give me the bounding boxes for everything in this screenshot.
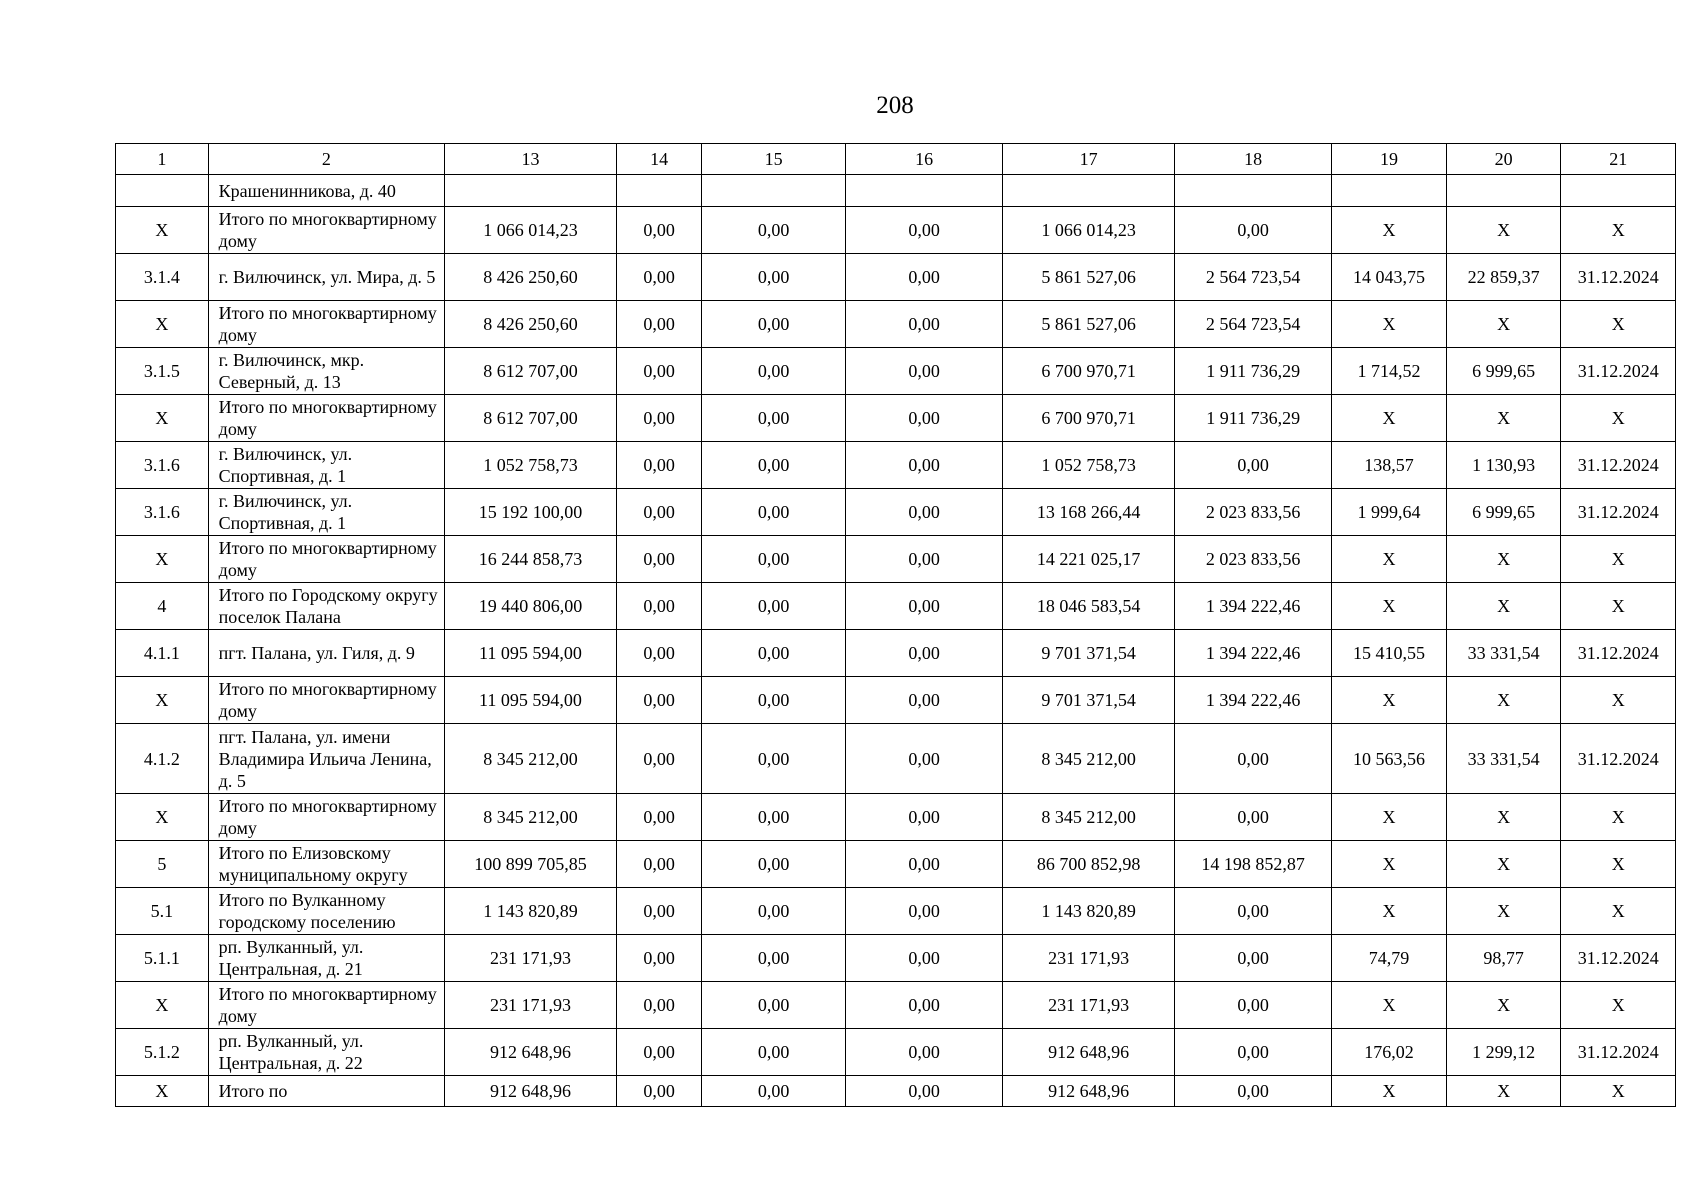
table-row — [116, 677, 1676, 724]
value-cell: 0,00 — [702, 583, 846, 630]
value-cell: 31.12.2024 — [1561, 489, 1676, 536]
value-cell: 6 700 970,71 — [1003, 395, 1175, 442]
value-cell: 31.12.2024 — [1561, 254, 1676, 301]
value-cell — [1446, 175, 1561, 207]
value-cell: 0,00 — [702, 1029, 846, 1076]
value-cell: Х — [1561, 301, 1676, 348]
row-number-cell: 3.1.5 — [116, 348, 209, 395]
table-row — [116, 1029, 1676, 1076]
table-row — [116, 175, 1676, 207]
row-number-cell: Х — [116, 794, 209, 841]
value-cell: 11 095 594,00 — [445, 677, 617, 724]
value-cell: Х — [1446, 1076, 1561, 1107]
value-cell: 0,00 — [616, 442, 701, 489]
value-cell: 0,00 — [702, 1076, 846, 1107]
value-cell: 33 331,54 — [1446, 724, 1561, 794]
value-cell: 0,00 — [1175, 982, 1332, 1029]
address-cell: Итого по многоквартирному дому — [208, 794, 444, 841]
address-cell: Итого по многоквартирному дому — [208, 982, 444, 1029]
value-cell: 0,00 — [845, 677, 1002, 724]
column-header: 20 — [1446, 144, 1561, 175]
table-row — [116, 207, 1676, 254]
value-cell: 0,00 — [845, 395, 1002, 442]
address-cell: г. Вилючинск, ул. Спортивная, д. 1 — [208, 489, 444, 536]
column-header: 1 — [116, 144, 209, 175]
value-cell: 0,00 — [1175, 207, 1332, 254]
value-cell: 8 345 212,00 — [445, 724, 617, 794]
value-cell: 1 714,52 — [1332, 348, 1447, 395]
value-cell: Х — [1332, 841, 1447, 888]
value-cell: 0,00 — [616, 724, 701, 794]
row-number-cell: Х — [116, 207, 209, 254]
value-cell: 16 244 858,73 — [445, 536, 617, 583]
value-cell: 0,00 — [616, 536, 701, 583]
row-number-cell: Х — [116, 1076, 209, 1107]
value-cell: 0,00 — [616, 677, 701, 724]
value-cell: Х — [1332, 1076, 1447, 1107]
value-cell: Х — [1446, 207, 1561, 254]
value-cell: 912 648,96 — [1003, 1029, 1175, 1076]
value-cell: Х — [1561, 677, 1676, 724]
value-cell: Х — [1561, 982, 1676, 1029]
value-cell: 176,02 — [1332, 1029, 1447, 1076]
row-number-cell: 5.1 — [116, 888, 209, 935]
value-cell: 1 394 222,46 — [1175, 630, 1332, 677]
value-cell: 0,00 — [1175, 794, 1332, 841]
value-cell: 0,00 — [616, 583, 701, 630]
value-cell: 0,00 — [616, 348, 701, 395]
value-cell: Х — [1561, 794, 1676, 841]
value-cell: 31.12.2024 — [1561, 724, 1676, 794]
value-cell: 0,00 — [702, 935, 846, 982]
value-cell: 6 700 970,71 — [1003, 348, 1175, 395]
value-cell: 1 299,12 — [1446, 1029, 1561, 1076]
row-number-cell: Х — [116, 301, 209, 348]
value-cell: 8 426 250,60 — [445, 254, 617, 301]
value-cell: Х — [1446, 677, 1561, 724]
table-row — [116, 489, 1676, 536]
address-cell: г. Вилючинск, ул. Спортивная, д. 1 — [208, 442, 444, 489]
column-header: 18 — [1175, 144, 1332, 175]
value-cell: 13 168 266,44 — [1003, 489, 1175, 536]
column-header: 13 — [445, 144, 617, 175]
value-cell: 6 999,65 — [1446, 489, 1561, 536]
value-cell: 231 171,93 — [1003, 935, 1175, 982]
value-cell: 1 052 758,73 — [1003, 442, 1175, 489]
value-cell — [1561, 175, 1676, 207]
address-cell: пгт. Палана, ул. имени Владимира Ильича Ленина, д. 5 — [208, 724, 444, 794]
row-number-cell: Х — [116, 395, 209, 442]
value-cell: Х — [1446, 982, 1561, 1029]
value-cell: 6 999,65 — [1446, 348, 1561, 395]
value-cell: 0,00 — [616, 489, 701, 536]
value-cell: 14 043,75 — [1332, 254, 1447, 301]
value-cell — [702, 175, 846, 207]
row-number-cell: 3.1.6 — [116, 489, 209, 536]
value-cell: 74,79 — [1332, 935, 1447, 982]
value-cell: 0,00 — [702, 536, 846, 583]
value-cell: 0,00 — [702, 794, 846, 841]
value-cell: Х — [1332, 536, 1447, 583]
value-cell: 0,00 — [616, 254, 701, 301]
column-header: 2 — [208, 144, 444, 175]
value-cell: 19 440 806,00 — [445, 583, 617, 630]
value-cell: 0,00 — [845, 630, 1002, 677]
table-row — [116, 1076, 1676, 1107]
address-cell: Итого по многоквартирному дому — [208, 207, 444, 254]
value-cell: 0,00 — [1175, 1076, 1332, 1107]
value-cell: 0,00 — [616, 1029, 701, 1076]
value-cell: 0,00 — [845, 841, 1002, 888]
value-cell: 31.12.2024 — [1561, 442, 1676, 489]
value-cell: 2 564 723,54 — [1175, 254, 1332, 301]
value-cell: 231 171,93 — [445, 982, 617, 1029]
value-cell: 0,00 — [702, 724, 846, 794]
value-cell: Х — [1446, 395, 1561, 442]
value-cell: 0,00 — [616, 982, 701, 1029]
value-cell: 0,00 — [845, 207, 1002, 254]
table-row — [116, 794, 1676, 841]
table-row — [116, 301, 1676, 348]
value-cell: 0,00 — [702, 254, 846, 301]
value-cell: 8 345 212,00 — [1003, 724, 1175, 794]
table-row — [116, 442, 1676, 489]
value-cell: 0,00 — [702, 442, 846, 489]
value-cell: Х — [1332, 982, 1447, 1029]
column-header: 14 — [616, 144, 701, 175]
value-cell: 8 426 250,60 — [445, 301, 617, 348]
value-cell: 33 331,54 — [1446, 630, 1561, 677]
value-cell: 14 221 025,17 — [1003, 536, 1175, 583]
value-cell: 15 192 100,00 — [445, 489, 617, 536]
value-cell — [445, 175, 617, 207]
value-cell: 0,00 — [845, 348, 1002, 395]
table-row — [116, 841, 1676, 888]
value-cell: 0,00 — [1175, 724, 1332, 794]
value-cell: 1 999,64 — [1332, 489, 1447, 536]
value-cell: 31.12.2024 — [1561, 1029, 1676, 1076]
value-cell: Х — [1446, 536, 1561, 583]
value-cell: 15 410,55 — [1332, 630, 1447, 677]
value-cell: 0,00 — [845, 935, 1002, 982]
value-cell — [1175, 175, 1332, 207]
page-number: 208 — [876, 92, 914, 119]
value-cell: 138,57 — [1332, 442, 1447, 489]
address-cell: Итого по многоквартирному дому — [208, 301, 444, 348]
row-number-cell: 5 — [116, 841, 209, 888]
value-cell: 0,00 — [702, 489, 846, 536]
value-cell: 231 171,93 — [1003, 982, 1175, 1029]
row-number-cell: Х — [116, 677, 209, 724]
value-cell: 912 648,96 — [445, 1029, 617, 1076]
value-cell: Х — [1446, 583, 1561, 630]
value-cell: Х — [1561, 841, 1676, 888]
value-cell: Х — [1446, 301, 1561, 348]
value-cell: Х — [1332, 207, 1447, 254]
address-cell: Итого по — [208, 1076, 444, 1107]
value-cell: 1 911 736,29 — [1175, 348, 1332, 395]
table-row — [116, 395, 1676, 442]
value-cell: 0,00 — [845, 1029, 1002, 1076]
value-cell: 1 394 222,46 — [1175, 583, 1332, 630]
value-cell: 0,00 — [702, 207, 846, 254]
address-cell: Итого по многоквартирному дому — [208, 677, 444, 724]
value-cell: 0,00 — [845, 1076, 1002, 1107]
row-number-cell: 3.1.6 — [116, 442, 209, 489]
value-cell: 1 394 222,46 — [1175, 677, 1332, 724]
table-row — [116, 583, 1676, 630]
address-cell: рп. Вулканный, ул. Центральная, д. 21 — [208, 935, 444, 982]
column-header: 17 — [1003, 144, 1175, 175]
value-cell: 0,00 — [702, 982, 846, 1029]
value-cell: 0,00 — [845, 536, 1002, 583]
value-cell: 231 171,93 — [445, 935, 617, 982]
value-cell: 8 612 707,00 — [445, 348, 617, 395]
table-header-row — [116, 144, 1676, 175]
row-number-cell: Х — [116, 982, 209, 1029]
value-cell: 0,00 — [616, 207, 701, 254]
value-cell: 2 564 723,54 — [1175, 301, 1332, 348]
value-cell: 0,00 — [616, 888, 701, 935]
value-cell — [845, 175, 1002, 207]
value-cell: 0,00 — [616, 794, 701, 841]
value-cell — [1332, 175, 1447, 207]
address-cell: Итого по многоквартирному дому — [208, 536, 444, 583]
value-cell: 11 095 594,00 — [445, 630, 617, 677]
value-cell — [1003, 175, 1175, 207]
value-cell: 0,00 — [845, 982, 1002, 1029]
value-cell: 0,00 — [702, 630, 846, 677]
address-cell: Итого по Вулканному городскому поселению — [208, 888, 444, 935]
value-cell: Х — [1561, 207, 1676, 254]
table-row — [116, 254, 1676, 301]
value-cell: Х — [1332, 301, 1447, 348]
value-cell: 0,00 — [702, 301, 846, 348]
column-header: 15 — [702, 144, 846, 175]
value-cell: Х — [1561, 583, 1676, 630]
value-cell: Х — [1332, 395, 1447, 442]
value-cell: 1 066 014,23 — [445, 207, 617, 254]
value-cell: 0,00 — [845, 254, 1002, 301]
value-cell: 0,00 — [616, 395, 701, 442]
table-row — [116, 536, 1676, 583]
value-cell: 0,00 — [1175, 888, 1332, 935]
table-row — [116, 348, 1676, 395]
value-cell: 912 648,96 — [445, 1076, 617, 1107]
value-cell: Х — [1561, 536, 1676, 583]
value-cell: 0,00 — [702, 841, 846, 888]
value-cell: 14 198 852,87 — [1175, 841, 1332, 888]
address-cell: Итого по Городскому округу поселок Палана — [208, 583, 444, 630]
row-number-cell: Х — [116, 536, 209, 583]
value-cell: 0,00 — [845, 583, 1002, 630]
value-cell: 10 563,56 — [1332, 724, 1447, 794]
value-cell: 0,00 — [845, 301, 1002, 348]
row-number-cell: 3.1.4 — [116, 254, 209, 301]
value-cell: Х — [1561, 888, 1676, 935]
value-cell: 22 859,37 — [1446, 254, 1561, 301]
value-cell: 1 052 758,73 — [445, 442, 617, 489]
value-cell: 5 861 527,06 — [1003, 301, 1175, 348]
row-number-cell: 5.1.1 — [116, 935, 209, 982]
address-cell: Крашенинникова, д. 40 — [208, 175, 444, 207]
address-cell: Итого по многоквартирному дому — [208, 395, 444, 442]
value-cell: 0,00 — [616, 935, 701, 982]
value-cell: 5 861 527,06 — [1003, 254, 1175, 301]
value-cell: 98,77 — [1446, 935, 1561, 982]
value-cell: Х — [1446, 794, 1561, 841]
value-cell: 0,00 — [1175, 1029, 1332, 1076]
value-cell: 8 345 212,00 — [445, 794, 617, 841]
value-cell: 9 701 371,54 — [1003, 677, 1175, 724]
value-cell: Х — [1561, 1076, 1676, 1107]
value-cell — [616, 175, 701, 207]
data-table — [115, 143, 1676, 1107]
value-cell: 86 700 852,98 — [1003, 841, 1175, 888]
value-cell: 0,00 — [845, 888, 1002, 935]
value-cell: Х — [1332, 677, 1447, 724]
value-cell: 31.12.2024 — [1561, 935, 1676, 982]
table-row — [116, 935, 1676, 982]
table-row — [116, 724, 1676, 794]
value-cell: Х — [1561, 395, 1676, 442]
column-header: 21 — [1561, 144, 1676, 175]
row-number-cell: 4.1.1 — [116, 630, 209, 677]
value-cell: Х — [1332, 888, 1447, 935]
value-cell: 1 143 820,89 — [1003, 888, 1175, 935]
value-cell: 1 911 736,29 — [1175, 395, 1332, 442]
row-number-cell: 5.1.2 — [116, 1029, 209, 1076]
column-header: 19 — [1332, 144, 1447, 175]
value-cell: 0,00 — [616, 1076, 701, 1107]
value-cell: 8 345 212,00 — [1003, 794, 1175, 841]
value-cell: 31.12.2024 — [1561, 348, 1676, 395]
value-cell: 9 701 371,54 — [1003, 630, 1175, 677]
row-number-cell — [116, 175, 209, 207]
address-cell: г. Вилючинск, ул. Мира, д. 5 — [208, 254, 444, 301]
address-cell: пгт. Палана, ул. Гиля, д. 9 — [208, 630, 444, 677]
value-cell: 0,00 — [845, 794, 1002, 841]
value-cell: 0,00 — [845, 442, 1002, 489]
value-cell: 912 648,96 — [1003, 1076, 1175, 1107]
value-cell: 0,00 — [616, 841, 701, 888]
value-cell: 1 066 014,23 — [1003, 207, 1175, 254]
table-row — [116, 982, 1676, 1029]
value-cell: 0,00 — [845, 724, 1002, 794]
value-cell: 0,00 — [1175, 442, 1332, 489]
value-cell: Х — [1332, 583, 1447, 630]
address-cell: г. Вилючинск, мкр. Северный, д. 13 — [208, 348, 444, 395]
table-row — [116, 888, 1676, 935]
value-cell: Х — [1446, 888, 1561, 935]
value-cell: 2 023 833,56 — [1175, 489, 1332, 536]
column-header: 16 — [845, 144, 1002, 175]
value-cell: 0,00 — [1175, 935, 1332, 982]
value-cell: 0,00 — [702, 677, 846, 724]
value-cell: 8 612 707,00 — [445, 395, 617, 442]
row-number-cell: 4.1.2 — [116, 724, 209, 794]
value-cell: 18 046 583,54 — [1003, 583, 1175, 630]
table-row — [116, 630, 1676, 677]
value-cell: 31.12.2024 — [1561, 630, 1676, 677]
value-cell: Х — [1446, 841, 1561, 888]
value-cell: 100 899 705,85 — [445, 841, 617, 888]
value-cell: 0,00 — [845, 489, 1002, 536]
value-cell: 1 130,93 — [1446, 442, 1561, 489]
value-cell: 0,00 — [616, 301, 701, 348]
value-cell: 0,00 — [702, 348, 846, 395]
value-cell: 2 023 833,56 — [1175, 536, 1332, 583]
value-cell: 0,00 — [702, 888, 846, 935]
address-cell: рп. Вулканный, ул. Центральная, д. 22 — [208, 1029, 444, 1076]
value-cell: 1 143 820,89 — [445, 888, 617, 935]
value-cell: 0,00 — [616, 630, 701, 677]
address-cell: Итого по Елизовскому муниципальному округу — [208, 841, 444, 888]
row-number-cell: 4 — [116, 583, 209, 630]
value-cell: Х — [1332, 794, 1447, 841]
value-cell: 0,00 — [702, 395, 846, 442]
